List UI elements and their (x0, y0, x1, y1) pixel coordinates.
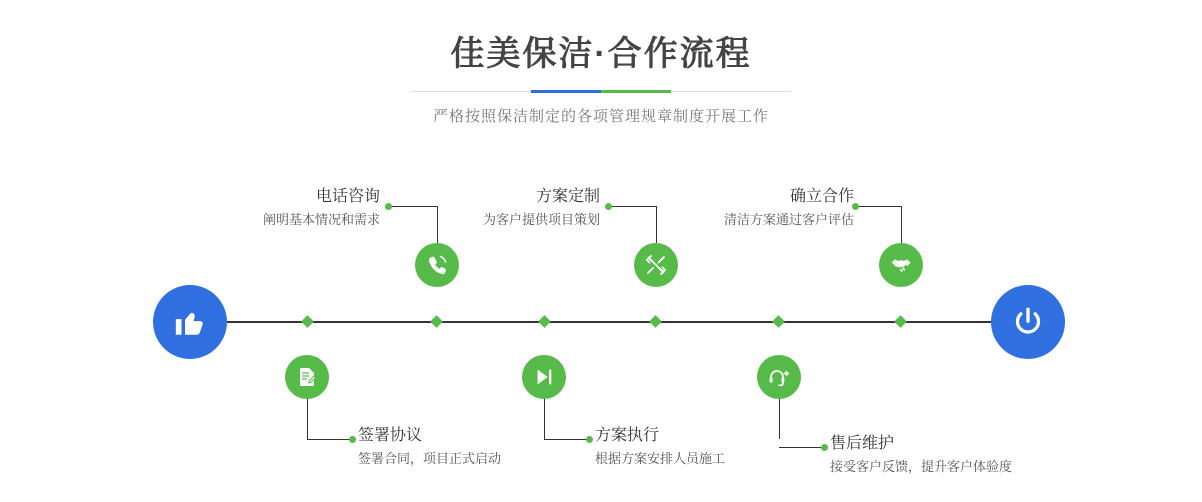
connector-vertical-5 (901, 206, 902, 243)
connector-horizontal-6 (779, 447, 824, 448)
step-label-1 (263, 186, 380, 230)
connector-horizontal-1 (388, 206, 437, 207)
axis-marker (772, 315, 785, 328)
step-label-3 (483, 186, 600, 230)
connector-vertical-2 (307, 399, 308, 439)
axis-marker (538, 315, 551, 328)
step-desc-5: 清洁方案通过客户评估 (723, 212, 854, 227)
step-icon-3 (634, 243, 678, 287)
title-divider (411, 90, 791, 93)
headset-support-icon (767, 365, 791, 389)
axis-marker (430, 315, 443, 328)
divider-accent-green (601, 90, 671, 93)
timeline-end-node (991, 285, 1065, 359)
connector-dot-4 (586, 436, 593, 443)
pencil-ruler-icon (644, 253, 668, 277)
step-label-6 (830, 433, 1012, 477)
step-label-4 (595, 425, 725, 469)
step-label-2 (358, 425, 501, 469)
step-icon-6 (757, 355, 801, 399)
connector-vertical-3 (656, 206, 657, 243)
connector-vertical-1 (437, 206, 438, 243)
connector-dot-2 (349, 436, 356, 443)
divider-accent-blue (531, 90, 601, 93)
step-icon-1 (415, 243, 459, 287)
connector-dot-6 (821, 444, 828, 451)
thumbs-up-icon (173, 305, 207, 339)
connector-horizontal-2 (307, 439, 352, 440)
header (0, 32, 1202, 126)
connector-vertical-4 (544, 399, 545, 439)
power-icon (1010, 304, 1046, 340)
step-desc-3: 为客户提供项目策划 (482, 212, 600, 227)
connector-horizontal-5 (855, 206, 901, 207)
document-edit-icon (295, 365, 319, 389)
step-title-5: 确立合作 (789, 188, 854, 205)
step-icon-5 (879, 243, 923, 287)
step-desc-1: 阐明基本情况和需求 (262, 212, 380, 227)
axis-marker (649, 315, 662, 328)
step-desc-2: 签署合同，项目正式启动 (358, 451, 502, 466)
step-title-4: 方案执行 (595, 427, 660, 444)
play-next-icon (533, 366, 555, 388)
step-title-2: 签署协议 (358, 427, 423, 444)
step-icon-4 (522, 355, 566, 399)
axis-marker (894, 315, 907, 328)
connector-vertical-6 (779, 399, 780, 439)
step-label-5 (724, 186, 854, 230)
step-title-3: 方案定制 (535, 188, 600, 205)
axis-marker (301, 315, 314, 328)
timeline-start-node (153, 285, 227, 359)
step-desc-6: 接受客户反馈，提升客户体验度 (830, 459, 1013, 474)
connector-horizontal-3 (608, 206, 656, 207)
handshake-icon (889, 253, 913, 277)
connector-dot-1 (385, 203, 392, 210)
connector-dot-3 (605, 203, 612, 210)
phone-ring-icon (425, 253, 449, 277)
page-subtitle: 严格按照保洁制定的各项管理规章制度开展工作 (432, 108, 769, 125)
step-icon-2 (285, 355, 329, 399)
step-title-6: 售后维护 (830, 435, 895, 452)
connector-horizontal-4 (544, 439, 589, 440)
step-desc-4: 根据方案安排人员施工 (595, 451, 726, 466)
page-title: 佳美保洁·合作流程 (450, 35, 752, 73)
step-title-1: 电话咨询 (315, 188, 380, 205)
